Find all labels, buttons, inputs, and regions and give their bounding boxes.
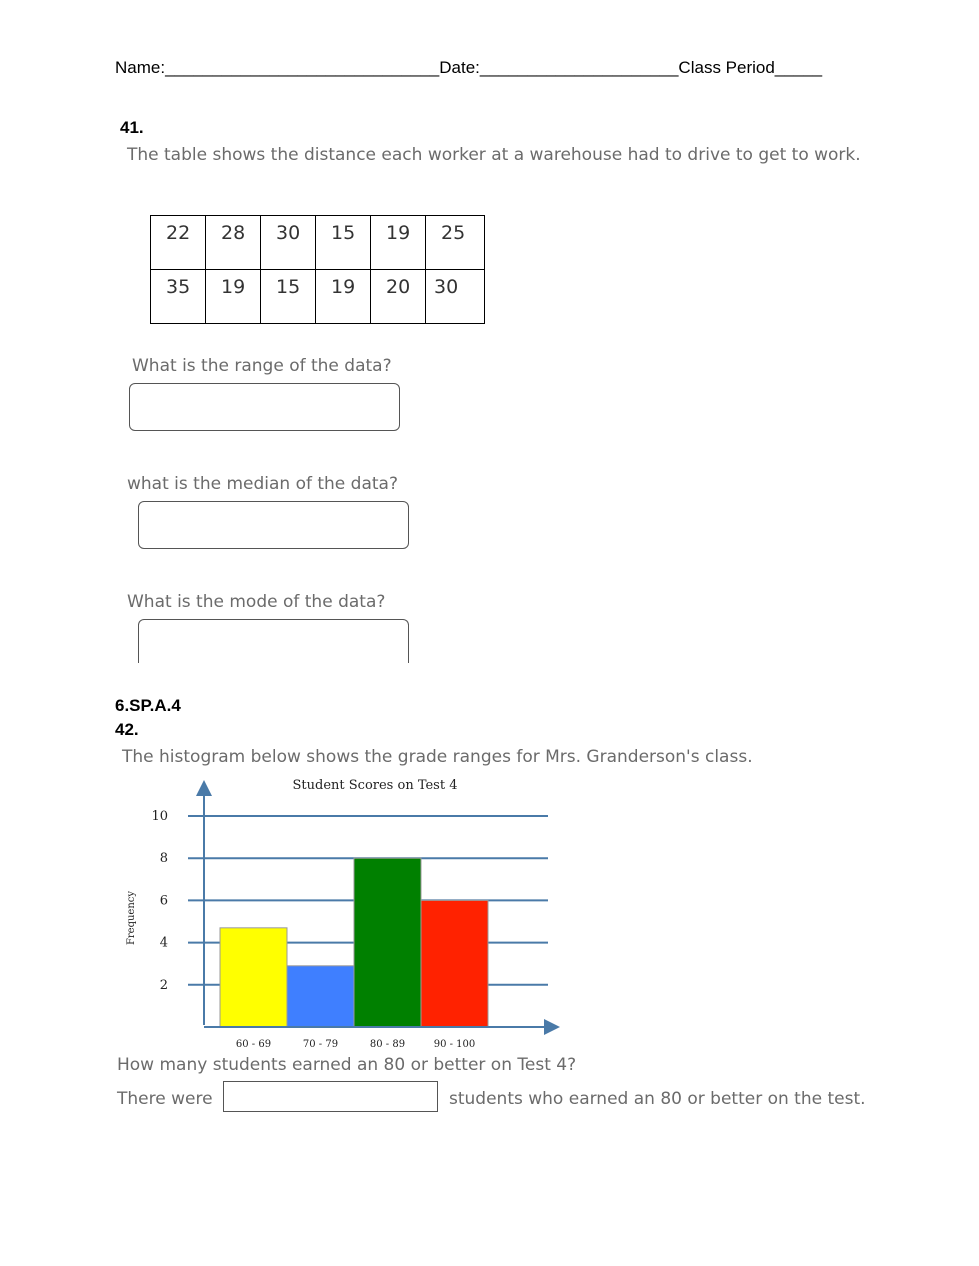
chart-title: Student Scores on Test 4 — [292, 778, 458, 793]
y-tick-label: 8 — [159, 851, 168, 867]
table-cell: 28 — [206, 216, 261, 270]
histogram-bar — [354, 858, 421, 1027]
y-tick-label: 4 — [159, 935, 168, 951]
sentence-start: There were — [117, 1089, 213, 1109]
question-42-text: How many students earned an 80 or better on Test 4? — [117, 1055, 577, 1075]
question-42-number: 42. — [115, 720, 139, 739]
table-cell: 25 — [426, 216, 485, 270]
table-cell: 30 — [426, 270, 485, 324]
y-tick-label: 6 — [159, 893, 168, 909]
table-cell: 19 — [371, 216, 426, 270]
header-line: Name:_____________________________Date:_____________________Class Period_____ — [115, 58, 823, 77]
mode-answer-box[interactable] — [138, 619, 409, 663]
median-question: what is the median of the data? — [127, 474, 398, 494]
table-cell: 15 — [261, 270, 316, 324]
histogram-bar — [421, 900, 488, 1027]
standard-label: 6.SP.A.4 — [115, 696, 181, 715]
chart-ylabel: Frequency — [126, 890, 137, 946]
table-cell: 30 — [261, 216, 316, 270]
table-cell: 35 — [151, 270, 206, 324]
question-41-number: 41. — [120, 118, 144, 137]
table-cell: 19 — [316, 270, 371, 324]
y-tick-label: 10 — [151, 809, 168, 824]
sentence-end: students who earned an 80 or better on the test. — [449, 1089, 866, 1109]
question-41-prompt: The table shows the distance each worker at a warehouse had to drive to get to work. — [127, 145, 861, 165]
histogram-bar — [220, 928, 287, 1027]
mode-question: What is the mode of the data? — [127, 592, 386, 612]
histogram-bar — [287, 966, 354, 1027]
range-answer-box[interactable] — [129, 383, 400, 431]
y-tick-label: 2 — [159, 977, 168, 993]
x-tick-label: 70 - 79 — [302, 1039, 339, 1050]
table-row — [151, 216, 485, 270]
table-row — [151, 270, 485, 324]
table-cell: 19 — [206, 270, 261, 324]
table-cell: 20 — [371, 270, 426, 324]
x-tick-label: 80 - 89 — [369, 1039, 406, 1050]
table-cell: 22 — [151, 216, 206, 270]
median-answer-box[interactable] — [138, 501, 409, 549]
range-question: What is the range of the data? — [132, 356, 392, 376]
students-answer-box[interactable] — [223, 1081, 438, 1112]
x-tick-label: 90 - 100 — [433, 1039, 476, 1050]
question-42-prompt: The histogram below shows the grade ranges for Mrs. Granderson's class. — [122, 747, 753, 767]
x-tick-label: 60 - 69 — [235, 1039, 272, 1050]
distance-table — [150, 215, 485, 324]
histogram-chart — [110, 770, 570, 1055]
table-cell: 15 — [316, 216, 371, 270]
